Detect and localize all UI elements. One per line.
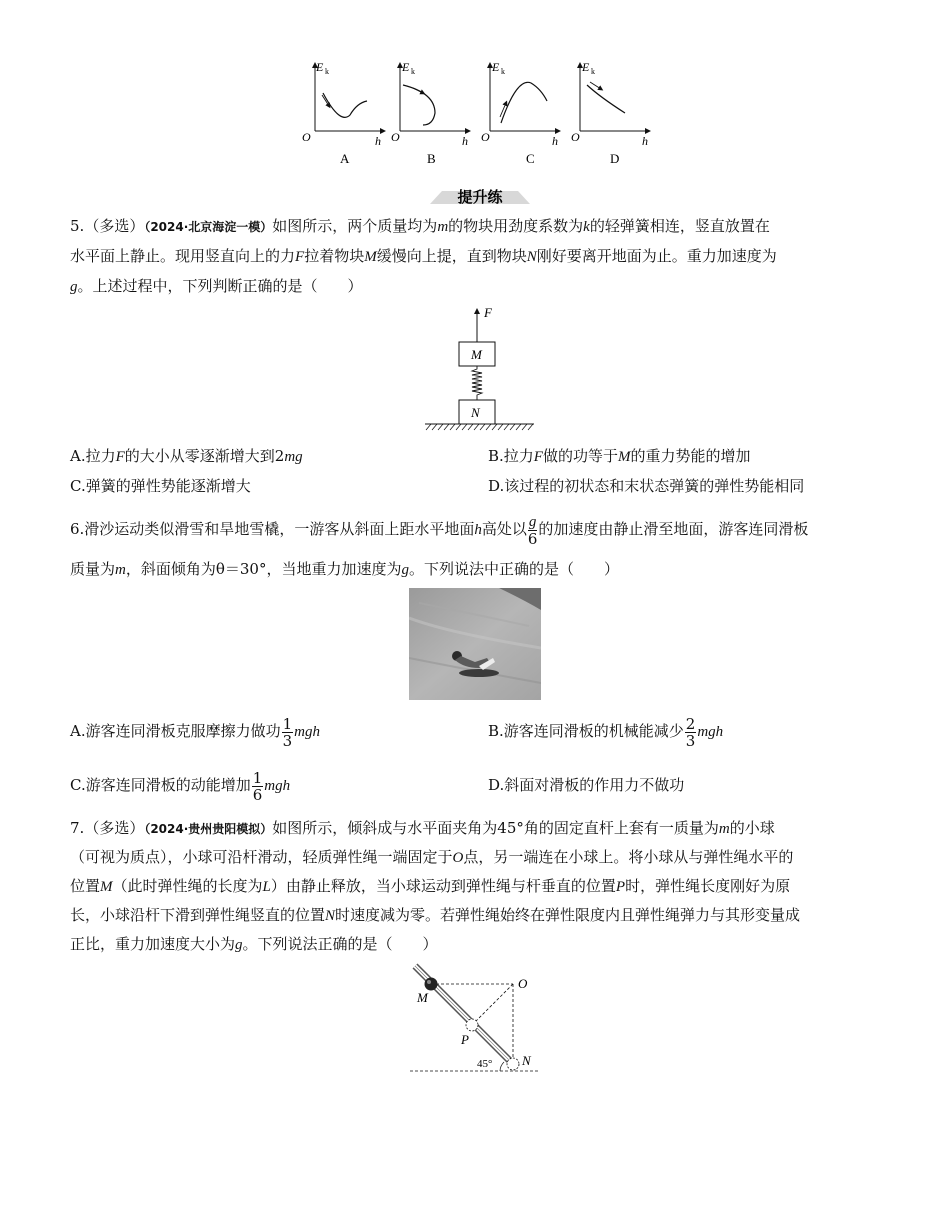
graph-d-y-sub: k [591, 67, 595, 76]
block-n-label: N [471, 405, 480, 420]
q5-option-c: C.弹簧的弹性势能逐渐增大 [70, 477, 251, 495]
q7-line-4: 长，小球沿杆下滑到弹性绳竖直的位置N时速度减为零。若弹性绳始终在弹性限度内且弹性绳弹力与其形变量成 [70, 906, 801, 924]
q7-source: （2024·贵州贵阳模拟） [144, 822, 273, 836]
ground-hatch [426, 424, 533, 430]
section-title: 提升练 [457, 188, 503, 206]
graph-c-x-label: h [552, 134, 558, 148]
q5-force-label: F [484, 305, 492, 320]
q6-option-b: B.游客连同滑板的机械能减少 $\frac{2}{3}$ mgh [488, 714, 724, 750]
q5-line-1: 5.（多选）（2024·北京海淀一模）如图所示，两个质量均为m的物块用劲度系数为k的轻弹簧相连，竖直放置在 [70, 217, 770, 235]
graph-c-origin: O [481, 130, 490, 144]
q5-option-a: A.拉力F的大小从零逐渐增大到2mg [70, 447, 303, 465]
label-n: N [522, 1053, 531, 1068]
graph-a-y-label: E [316, 60, 324, 74]
graph-c [481, 60, 558, 166]
graph-d-y-label: E [582, 60, 590, 74]
q5-line-3: g。上述过程中，下列判断正确的是（ ） [70, 277, 363, 295]
graph-b-y-label: E [402, 60, 410, 74]
q5-line-2: 水平面上静止。现用竖直向上的力F拉着物块M缓慢向上提，直到物块N刚好要离开地面为止。重力加速度为 [70, 247, 777, 265]
q7-line-2: （可视为质点），小球可沿杆滑动，轻质弹性绳一端固定于O点，另一端连在小球上。将小球从与弹性绳水平的 [70, 848, 794, 866]
q6-option-d: D.斜面对滑板的作用力不做功 [488, 776, 685, 794]
label-angle: 45° [477, 1058, 493, 1070]
graph-a-x-label: h [375, 134, 381, 148]
graph-d-origin: O [571, 130, 580, 144]
q5-spring-figure [420, 305, 540, 435]
ball-m [425, 978, 438, 991]
spring [472, 366, 482, 400]
graph-b-x-label: h [462, 134, 468, 148]
q5-option-b: B.拉力F做的功等于M的重力势能的增加 [488, 447, 751, 465]
q6-option-c: C.游客连同滑板的动能增加 $\frac{1}{6}$ mgh [70, 768, 291, 804]
graph-a-y-sub: k [325, 67, 329, 76]
graph-d-option: D [610, 151, 620, 166]
ball-n [507, 1058, 519, 1070]
ball-p [466, 1019, 478, 1031]
q5-source: （2024·北京海淀一模） [144, 220, 273, 234]
sand-slide-photo [409, 588, 541, 700]
graph-a-option: A [340, 151, 350, 166]
label-p: P [461, 1032, 469, 1047]
energy-graphs-figure [295, 55, 665, 175]
q5-option-d: D.该过程的初状态和末状态弹簧的弹性势能相同 [488, 477, 805, 495]
graph-c-y-label: E [492, 60, 500, 74]
q6-accel-fraction: $\frac{g}{6}$ [527, 513, 538, 548]
q7-line-1: 7.（多选）（2024·贵州贵阳模拟）如图所示，倾斜成与水平面夹角为45°角的固定直杆上套有一质量为m的小球 [70, 819, 775, 837]
graph-b [391, 60, 468, 166]
section-banner [430, 185, 530, 207]
q6-option-a: A.游客连同滑板克服摩擦力做功 $\frac{1}{3}$ mgh [70, 714, 320, 750]
q6-line-2: 质量为m，斜面倾角为θ＝30°，当地重力加速度为g。下列说法中正确的是（ ） [70, 560, 619, 578]
label-o: O [518, 976, 528, 991]
q7-line-3: 位置M（此时弹性绳的长度为L）由静止释放，当小球运动到弹性绳与杆垂直的位置P时，弹性绳长度刚好为原 [70, 877, 791, 895]
graph-b-option: B [427, 151, 436, 166]
graph-d [571, 60, 648, 166]
graph-d-x-label: h [642, 134, 648, 148]
block-m-label: M [471, 347, 482, 362]
q7-line-5: 正比，重力加速度大小为g。下列说法正确的是（ ） [70, 935, 438, 953]
graph-b-y-sub: k [411, 67, 415, 76]
graph-c-y-sub: k [501, 67, 505, 76]
label-m: M [417, 990, 428, 1005]
graph-b-origin: O [391, 130, 400, 144]
graph-c-option: C [526, 151, 535, 166]
q7-rod-figure [405, 960, 545, 1078]
graph-a-origin: O [302, 130, 311, 144]
q6-line-1: 6.滑沙运动类似滑雪和旱地雪橇，一游客从斜面上距水平地面h高处以 $\frac{g}{6}$ 的加速度由静止滑至地面，游客连同滑板 [70, 513, 809, 548]
graph-a [302, 60, 383, 166]
